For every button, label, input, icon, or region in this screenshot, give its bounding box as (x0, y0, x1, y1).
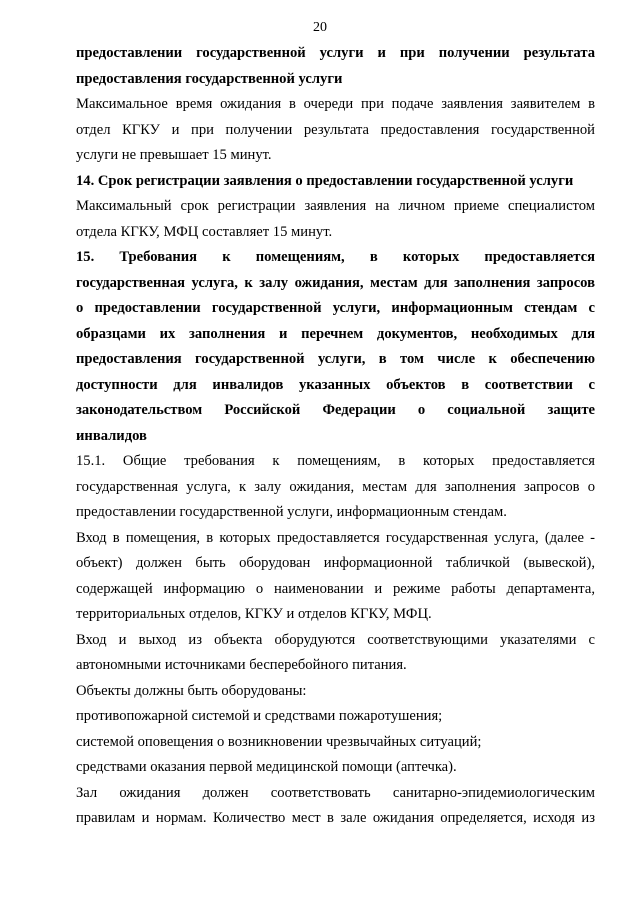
text-line: территориальных отделов, КГКУ и отделов КГКУ, МФЦ. (76, 606, 432, 622)
text-line: государственная услуга, к залу ожидания, местам для заполнения запросов (76, 274, 595, 291)
text-line: правилам и нормам. Количество мест в зале ожидания определяется, исходя из (76, 810, 595, 826)
text-line: отдел КГКУ и при получении результата предоставления государственной (76, 121, 595, 138)
list-item: системой оповещения о возникновении чрезвычайных ситуаций; (76, 733, 482, 750)
text-line: услуги не превышает 15 минут. (76, 147, 272, 163)
text-line: Вход и выход из объекта оборудуются соответствующими указателями с (76, 631, 595, 648)
text-line: Максимальный срок регистрации заявления на личном приеме специалистом (76, 198, 595, 214)
text-line: Вход в помещения, в которых предоставляется государственная услуга, (далее - (76, 529, 595, 546)
text-line: законодательством Российской Федерации о социальной защите (76, 402, 595, 418)
section-heading: 15. Требования к помещениям, в которых предоставляется (76, 249, 595, 265)
text-line: предоставлении государственной услуги и при получении результата (76, 45, 595, 61)
page-number: 20 (313, 20, 327, 35)
text-line: содержащей информацию о наименовании и режиме работы департамента, (76, 580, 595, 597)
text-line: предоставлении государственной услуги, информационным стендам. (76, 504, 507, 520)
text-line: предоставления государственной услуги (76, 70, 343, 87)
text-line: отдела КГКУ, МФЦ составляет 15 минут. (76, 223, 333, 240)
list-item: средствами оказания первой медицинской помощи (аптечка). (76, 759, 457, 775)
text-line: Объекты должны быть оборудованы: (76, 682, 307, 699)
text-line: объект) должен быть оборудован информационной табличкой (вывеской), (76, 555, 595, 571)
list-item: противопожарной системой и средствами пожаротушения; (76, 708, 443, 724)
text-line: государственная услуга, к залу ожидания, местам для заполнения запросов о (76, 478, 595, 495)
text-line: предоставления государственной услуги, в том числе к обеспечению (76, 351, 595, 367)
text-line: Максимальное время ожидания в очереди при подаче заявления заявителем в (76, 96, 595, 112)
text-line: образцами их заполнения и перечнем документов, необходимых для (76, 325, 595, 342)
text-line: о предоставлении государственной услуги, информационным стендам с (76, 300, 595, 316)
text-line: Зал ожидания должен соответствовать санитарно-эпидемиологическим (76, 784, 595, 801)
section-heading: 14. Срок регистрации заявления о предоставлении государственной услуги (76, 172, 574, 189)
text-line: 15.1. Общие требования к помещениям, в которых предоставляется (76, 453, 595, 469)
text-line: инвалидов (76, 427, 147, 444)
document-body (76, 41, 595, 832)
text-line: автономными источниками бесперебойного питания. (76, 657, 407, 673)
text-line: доступности для инвалидов указанных объектов в соответствии с (76, 376, 595, 393)
